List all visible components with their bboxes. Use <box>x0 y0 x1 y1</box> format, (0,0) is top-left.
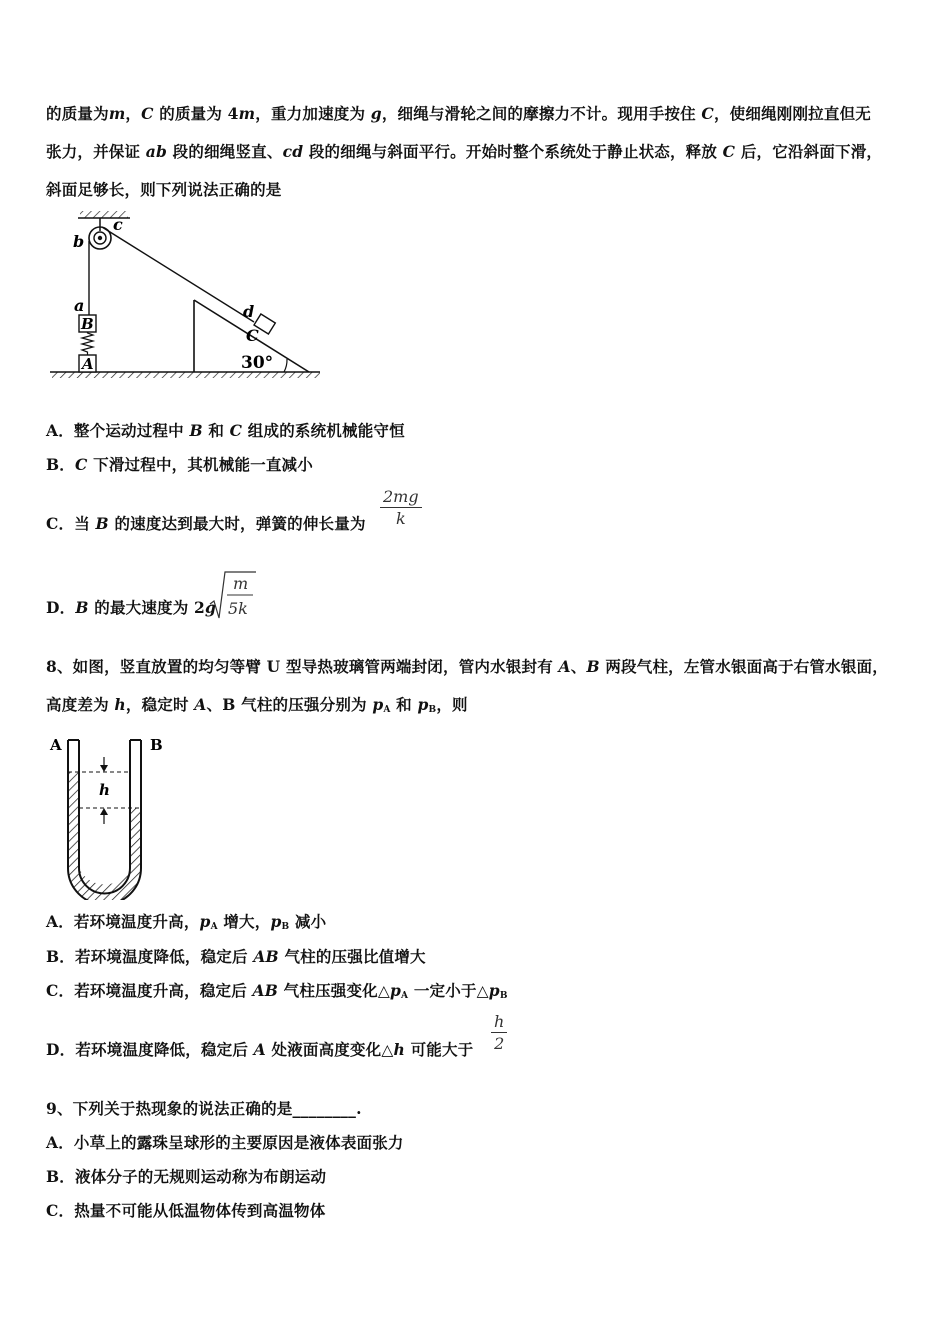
italic-symbol: p <box>417 695 429 714</box>
q9-option-b: B．液体分子的无规则运动称为布朗运动 <box>46 1167 327 1186</box>
spring <box>82 331 93 355</box>
text-segment: D．若环境温度降低，稳定后 <box>46 1040 254 1059</box>
q8-stem-line-2 <box>46 693 468 715</box>
q8-option-d <box>46 1038 473 1060</box>
italic-symbol: h <box>393 1040 405 1059</box>
label-h: h <box>99 781 110 799</box>
italic-symbol: C <box>75 455 88 474</box>
italic-symbol: B <box>586 657 600 676</box>
text-segment: ，细绳与滑轮之间的摩擦力不计。现用手按住 <box>381 104 702 123</box>
text-segment: 的质量为 4 <box>153 104 239 123</box>
italic-symbol: g <box>370 104 382 123</box>
text-segment: ，重力加速度为 <box>255 104 371 123</box>
q8-option-d-fraction <box>491 1012 507 1055</box>
angle-label: 30° <box>241 353 274 373</box>
block-A-label: A <box>82 355 94 373</box>
subscript-text: B <box>428 705 437 715</box>
text-segment: ，使细绳刚刚拉直但无 <box>713 104 871 123</box>
text-segment: B．若环境温度降低，稳定后 <box>46 947 254 966</box>
text-segment: ， <box>125 104 142 123</box>
label-B: B <box>150 736 163 754</box>
subscript-text: A <box>383 705 391 715</box>
text-segment: 减小 <box>289 912 327 931</box>
q7-option-a <box>46 419 405 441</box>
q7-option-c-fraction <box>380 487 422 530</box>
fraction-numerator: h <box>491 1012 507 1033</box>
q9-option-c: C．热量不可能从低温物体传到高温物体 <box>46 1201 326 1220</box>
text-segment: 和 <box>202 421 230 440</box>
italic-symbol: C <box>722 142 736 161</box>
italic-symbol: AB <box>252 981 279 1000</box>
subscript-text: A <box>401 991 409 1001</box>
q7-stem-line-2 <box>46 140 882 162</box>
text-segment: 段的细绳竖直、 <box>167 142 283 161</box>
text-segment: 可能大于 <box>404 1040 474 1059</box>
text-segment: 气柱的压强比值增大 <box>278 947 426 966</box>
q8-option-a <box>46 910 326 932</box>
italic-symbol: m <box>108 104 126 123</box>
text-segment: 后，它沿斜面下滑， <box>735 142 883 161</box>
text-segment: C．若环境温度升高，稳定后 <box>46 981 253 1000</box>
fraction-denominator: 2 <box>494 1034 505 1053</box>
italic-symbol: ab <box>145 142 168 161</box>
q7-option-c <box>46 512 366 534</box>
italic-symbol: B <box>95 514 109 533</box>
text-segment: 组成的系统机械能守恒 <box>242 421 405 440</box>
text-segment: C．当 <box>46 514 96 533</box>
q9-option-a: A．小草上的露珠呈球形的主要原因是液体表面张力 <box>46 1133 404 1152</box>
fraction-denominator: k <box>395 509 406 528</box>
angle-arc <box>284 359 287 372</box>
q7-option-b <box>46 453 313 475</box>
label-a: a <box>74 296 85 315</box>
italic-symbol: cd <box>282 142 304 161</box>
text-segment: 气柱压强变化△ <box>278 981 390 1000</box>
q8-option-c <box>46 979 508 1001</box>
italic-symbol: p <box>488 981 500 1000</box>
subscript-text: B <box>499 991 508 1001</box>
q8-figure <box>46 728 176 900</box>
subscript-text: A <box>210 922 218 932</box>
arrow-up-head <box>100 808 108 815</box>
q7-stem-line-1 <box>46 102 871 124</box>
label-c: c <box>113 215 123 234</box>
q8-option-b <box>46 945 426 967</box>
text-segment: 8、如图，竖直放置的均匀等臂 U 型导热玻璃管两端封闭，管内水银封有 <box>46 657 559 676</box>
text-segment: 高度差为 <box>46 695 115 714</box>
text-segment: B． <box>46 455 76 474</box>
text-segment: ，则 <box>436 695 468 714</box>
text-segment: 的最大速度为 2 <box>88 598 206 617</box>
italic-symbol: g <box>205 598 217 617</box>
q7-option-d-radical <box>208 568 258 622</box>
rope-cd <box>102 227 254 322</box>
italic-symbol: p <box>270 912 282 931</box>
text-segment: 两段气柱，左管水银面高于右管水银面， <box>599 657 888 676</box>
q9-stem: 9、下列关于热现象的说法正确的是________. <box>46 1099 362 1118</box>
italic-symbol: C <box>701 104 714 123</box>
text-segment: 和 <box>390 695 418 714</box>
text-segment: 的质量为 <box>46 104 109 123</box>
italic-symbol: p <box>390 981 402 1000</box>
italic-symbol: B <box>189 421 203 440</box>
italic-symbol: h <box>114 695 126 714</box>
text-segment: D． <box>46 598 76 617</box>
italic-symbol: A <box>194 695 207 714</box>
label-d: d <box>243 302 255 321</box>
q7-stem-line-3: 斜面足够长，则下列说法正确的是 <box>46 180 282 199</box>
radical-denominator: 5k <box>228 599 248 618</box>
text-segment: 一定小于△ <box>408 981 489 1000</box>
fraction-numerator: 2mg <box>380 487 422 508</box>
radical-numerator: m <box>233 574 249 593</box>
text-segment: 增大， <box>217 912 271 931</box>
label-A: A <box>50 736 62 754</box>
text-segment: A．整个运动过程中 <box>46 421 190 440</box>
text-segment: 处液面高度变化△ <box>265 1040 394 1059</box>
text-segment: A．若环境温度升高， <box>46 912 200 931</box>
pulley-axle <box>98 236 102 240</box>
text-segment: 下滑过程中，其机械能一直减小 <box>87 455 313 474</box>
italic-symbol: A <box>558 657 571 676</box>
text-segment: 张力，并保证 <box>46 142 146 161</box>
label-b: b <box>73 232 85 251</box>
q7-figure <box>46 205 336 385</box>
q7-option-d <box>46 596 216 618</box>
italic-symbol: p <box>199 912 211 931</box>
italic-symbol: p <box>372 695 384 714</box>
italic-symbol: C <box>141 104 154 123</box>
arrow-down-head <box>100 765 108 772</box>
italic-symbol: AB <box>253 947 279 966</box>
text-segment: 、B 气柱的压强分别为 <box>206 695 373 714</box>
italic-symbol: A <box>253 1040 266 1059</box>
italic-symbol: C <box>229 421 243 440</box>
text-segment: ，稳定时 <box>125 695 195 714</box>
block-C-label: C <box>246 326 259 345</box>
subscript-text: B <box>281 922 290 932</box>
block-B-label: B <box>81 315 94 333</box>
text-segment: 的速度达到最大时，弹簧的伸长量为 <box>108 514 366 533</box>
text-segment: 、 <box>570 657 587 676</box>
italic-symbol: m <box>238 104 256 123</box>
text-segment: 段的细绳与斜面平行。开始时整个系统处于静止状态，释放 <box>303 142 723 161</box>
italic-symbol: B <box>75 598 89 617</box>
q8-stem-line-1 <box>46 655 888 677</box>
